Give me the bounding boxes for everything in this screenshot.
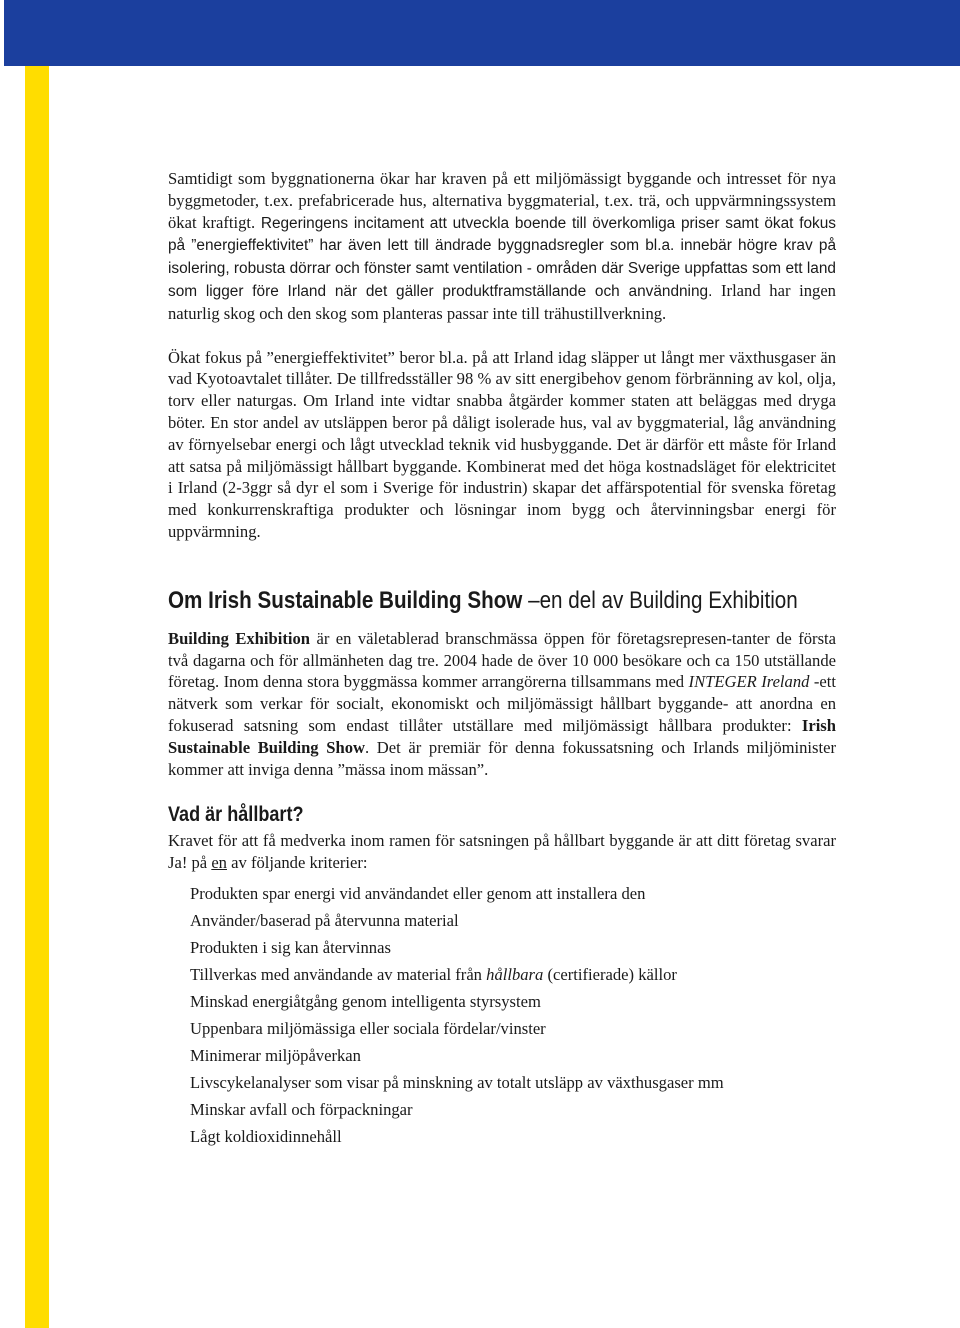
criteria-list	[190, 880, 836, 1150]
list-item: Minskad energiåtgång genom intelligenta styrsystem	[190, 991, 541, 1011]
exhibition-text-1: är en väletablerad branschmässa öppen för företagsrepresen-tanter de första två dagarna och för allmänheten dag tre. 2004 hade de över 10 000 besökare och ca 150 utställande företag. Inom denna stora byggmässa kommer arrangörerna tillsammans med	[168, 628, 837, 692]
intro-text-sans: Regeringens incitament att utveckla boende till överkomliga priser samt ökat fokus på ”energieffektivitet” har även lett till ändrade byggnadsregler som bl.a. innebär högre krav på isolering, robusta dörrar och fönster samt ventilation - områden där Sverige uppfattas som ett land som ligger före Irland när det gäller produktframställande och användning.	[168, 214, 836, 300]
criteria-4-text-b: (certifierade) källor	[543, 964, 677, 984]
show-name: Irish Sustainable Building Show	[168, 715, 836, 757]
list-item: Produkten i sig kan återvinnas	[190, 937, 391, 957]
intro-text-serif-end: Irland har ingen naturlig skog och den skog som planteras passar inte till trähustillverkning.	[168, 280, 836, 323]
exhibition-name: Building Exhibition	[168, 628, 311, 648]
top-color-band	[4, 0, 960, 66]
list-item: Livscykelanalyser som visar på minskning av totalt utsläpp av växthusgaser mm	[190, 1072, 724, 1092]
criteria-4-emphasis: hållbara	[486, 964, 544, 984]
list-item: Använder/baserad på återvunna material	[190, 910, 459, 930]
list-item	[190, 961, 836, 988]
criteria-4-text-a: Tillverkas med användande av material från	[190, 964, 487, 984]
paragraph-energy: Ökat fokus på ”energieffektivitet” beror bl.a. på att Irland idag släpper ut långt mer växthusgaser än vad Kyotoavtalet tillåter. De tillfredsställer 98 % av sitt energibehov genom förbränning av kol, olja, torv eller naturgas. Om Irland inte vidtar snabba åtgärder kommer staten att beläggas med dryga böter. En stor andel av utsläppen beror på dåligt isolerade hus, val av byggmaterial, låg användning av förnyelsebar energi och lågt utvecklad teknik vid husbyggande. Det är därför ett måste för Irland att satsa på miljömässigt hållbart byggande. Kombinerat med det höga kostnadsläget för elektricitet i Irland (2-3ggr så dyr el som i Sverige för industrin) skapar det affärspotential för svenska företag med konkurrenskraftiga produkter och lösningar inom bygg och återvinningsbar energi för uppvärmning.	[168, 347, 836, 541]
list-item: Produkten spar energi vid användandet eller genom att installera den	[190, 883, 646, 903]
list-item: Minskar avfall och förpackningar	[190, 1099, 413, 1119]
heading-bold-part: Om Irish Sustainable Building Show	[168, 586, 523, 614]
list-item: Lågt koldioxidinnehåll	[190, 1126, 342, 1146]
page-content	[168, 168, 836, 1150]
criteria-intro-text-2: av följande kriterier:	[226, 853, 368, 873]
left-yellow-strip	[25, 66, 49, 1328]
paragraph-intro	[168, 168, 836, 325]
section-heading-show	[168, 586, 798, 616]
list-item: Uppenbara miljömässiga eller sociala fördelar/vinster	[190, 1018, 546, 1038]
heading-regular-part: –en del av Building Exhibition	[522, 586, 798, 614]
underlined-en: en	[211, 853, 227, 873]
exhibition-text-2: -ett nätverk som verkar för socialt, ekonomiskt och miljömässigt hållbart byggande- att anordna en fokuserad satsning som endast tillåter utställare med miljömässigt hållbara produkter:	[168, 672, 836, 735]
exhibition-text-3: . Det är premiär för denna fokussatsning och Irlands miljöminister kommer att inviga denna ”mässa inom mässan”.	[168, 737, 837, 779]
criteria-intro-text-1: Kravet för att få medverka inom ramen för satsningen på hållbart byggande är att ditt företag svarar Ja! på	[168, 831, 836, 873]
section-heading-sustainable: Vad är hållbart?	[168, 803, 304, 827]
paragraph-exhibition	[168, 628, 836, 781]
integer-ireland: INTEGER Ireland	[688, 672, 810, 692]
intro-text-serif: Samtidigt som byggnationerna ökar har kraven på ett miljömässigt byggande och intresset för nya byggmetoder, t.ex. prefabricerade hus, alternativa byggmaterial, t.ex. trä, och uppvärmningssystem ökat kraftigt.	[168, 169, 836, 232]
list-item: Minimerar miljöpåverkan	[190, 1045, 361, 1065]
paragraph-criteria-intro	[168, 830, 836, 874]
